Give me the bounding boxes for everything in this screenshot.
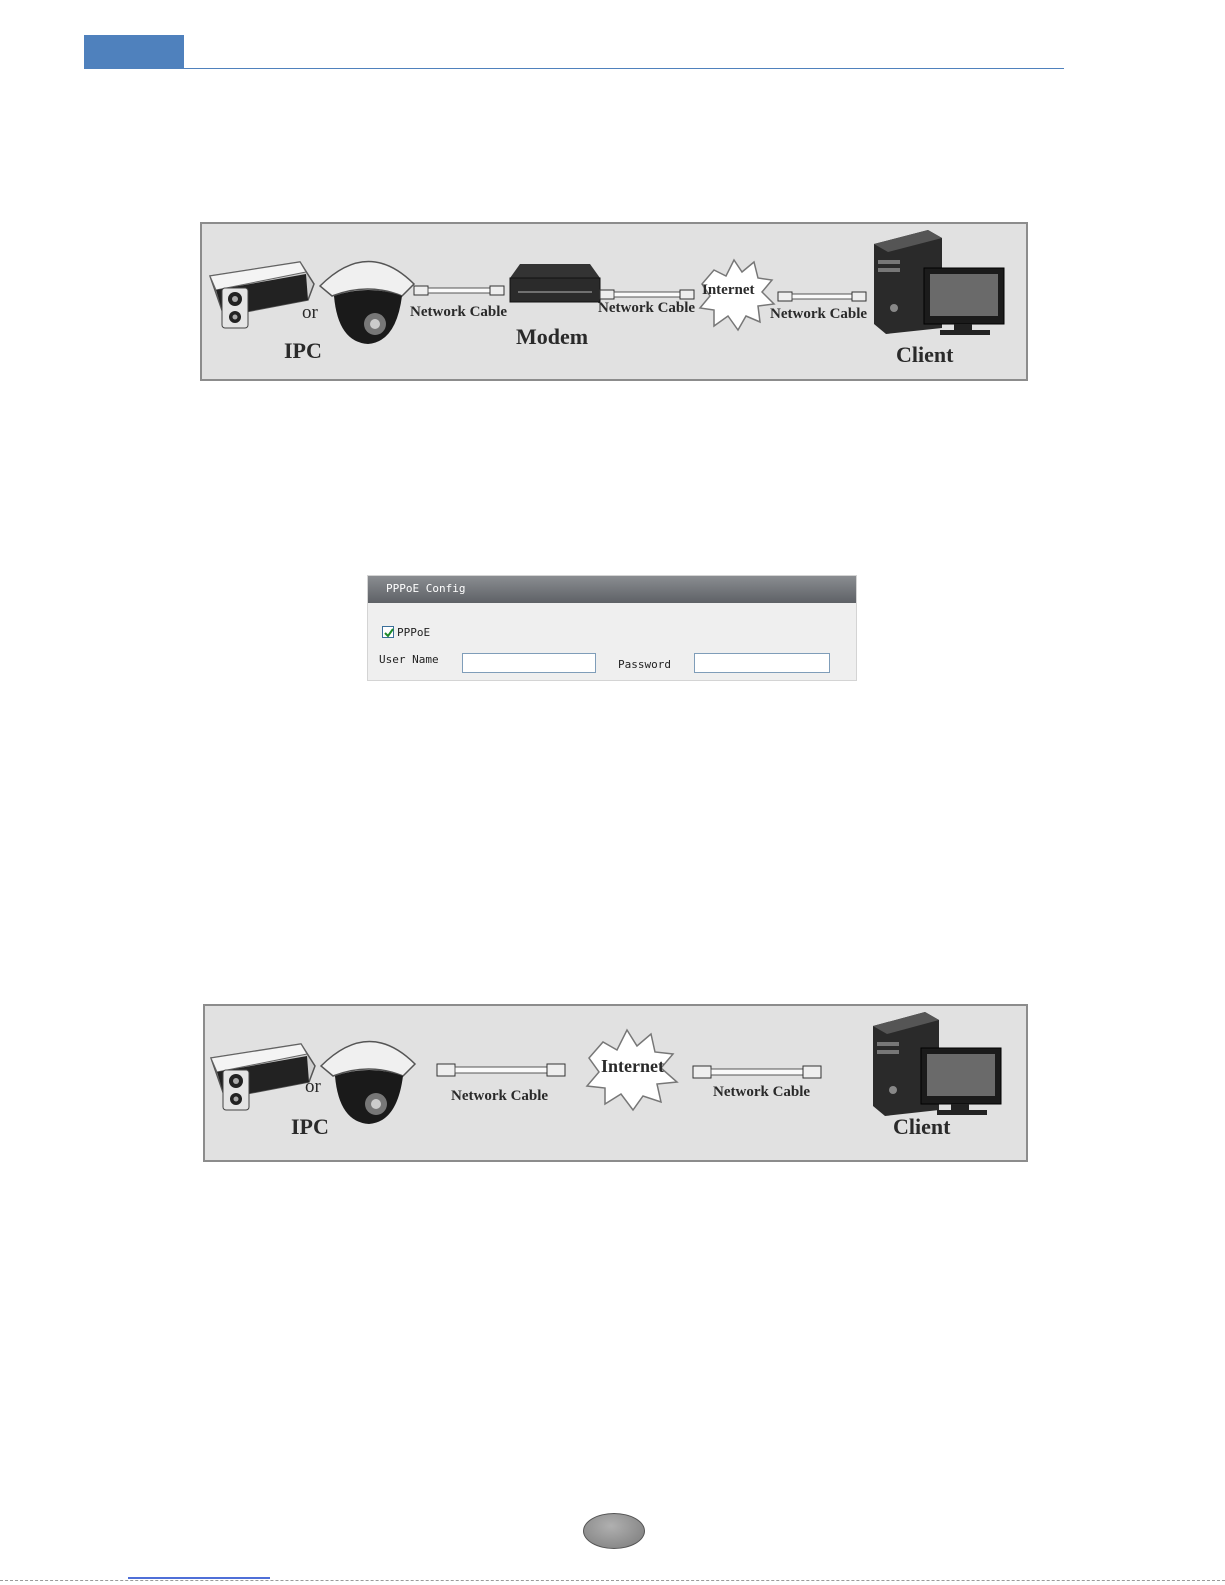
network-cable-icon xyxy=(778,292,866,301)
pppoe-checkbox[interactable] xyxy=(382,626,394,638)
header-accent-tab xyxy=(84,35,184,69)
client-label: Client xyxy=(896,342,954,367)
footer-rule xyxy=(0,1580,1225,1581)
network-cable-label: Network Cable xyxy=(451,1088,549,1104)
password-input[interactable] xyxy=(694,653,830,673)
network-cable-label: Network Cable xyxy=(770,306,868,322)
internet-label: Internet xyxy=(702,282,755,298)
pppoe-config-titlebar xyxy=(368,576,856,603)
footer-link-underline xyxy=(128,1577,270,1579)
network-cable-label: Network Cable xyxy=(713,1084,811,1100)
pppoe-config-panel xyxy=(367,575,857,681)
or-label: or xyxy=(305,1076,321,1097)
network-cable-label: Network Cable xyxy=(410,304,508,320)
ipc-label: IPC xyxy=(284,338,322,363)
user-name-label: User Name xyxy=(379,653,439,666)
pppoe-checkbox-label: PPPoE xyxy=(397,626,431,639)
network-cable-icon xyxy=(414,286,504,295)
page-number-badge xyxy=(583,1513,645,1549)
network-cable-icon xyxy=(600,290,694,299)
network-cable-label: Network Cable xyxy=(598,300,696,316)
network-diagram-internet xyxy=(203,1004,1028,1162)
dome-camera-icon xyxy=(320,261,414,344)
password-label: Password xyxy=(618,658,671,671)
header-rule xyxy=(84,68,1064,69)
client-label: Client xyxy=(893,1114,951,1139)
bullet-camera-icon xyxy=(211,1044,315,1110)
network-cable-icon xyxy=(693,1066,821,1078)
user-name-input[interactable] xyxy=(462,653,596,673)
pppoe-config-title: PPPoE Config xyxy=(386,582,466,595)
internet-label: Internet xyxy=(601,1056,664,1076)
modem-label: Modem xyxy=(516,324,589,349)
or-label: or xyxy=(302,302,318,323)
network-diagram-modem xyxy=(200,222,1028,381)
network-cable-icon xyxy=(437,1064,565,1076)
ipc-label: IPC xyxy=(291,1114,329,1139)
dome-camera-icon xyxy=(321,1041,415,1124)
checkmark-icon xyxy=(383,627,395,639)
modem-icon xyxy=(510,264,600,302)
bullet-camera-icon xyxy=(210,262,314,328)
